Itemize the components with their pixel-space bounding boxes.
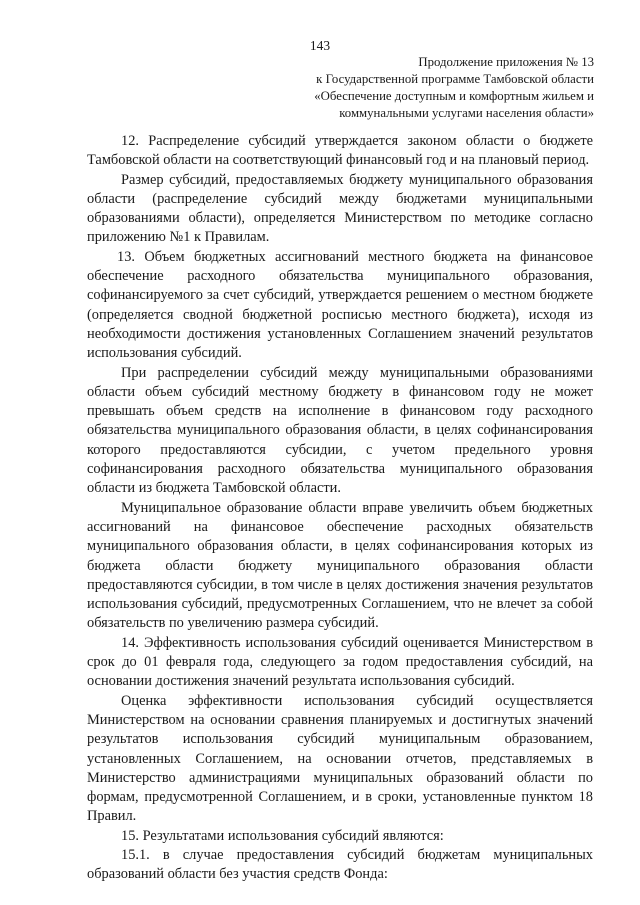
paragraph: 15.1. в случае предоставления субсидий бюджетам муниципальных образований области без участия средств Фонда: — [87, 846, 593, 883]
header-line: «Обеспечение доступным и комфортным жильем и — [314, 89, 594, 103]
header-line: к Государственной программе Тамбовской области — [316, 72, 594, 86]
page-number: 143 — [309, 38, 331, 53]
appendix-header — [214, 54, 594, 122]
paragraph: 15. Результатами использования субсидий являются: — [121, 827, 444, 844]
paragraph: Размер субсидий, предоставляемых бюджету муниципального образования области (распределение субсидий между бюджетами муниципальными образованиями области), определяется Министерством по методике согласно приложению №1 к Правилам. — [87, 171, 593, 246]
document-body — [87, 132, 593, 885]
paragraph: Оценка эффективности использования субсидий осуществляется Министерством на основании сравнения планируемых и достигнутых значений результатов использования субсидий муниципальным образованием, установленных Соглашением, на основании отчетов, представляемых в Министерство администрациями муниципальных образований области по формам, предусмотренной Соглашением, и в сроки, установленные пунктом 18 Правил. — [87, 692, 593, 825]
paragraph: Муниципальное образование области вправе увеличить объем бюджетных ассигнований на финансовое обеспечение расходных обязательств муниципального образования области, в целях софинансирования которых из бюджета области бюджету муниципального образования области предоставляются субсидии, в том числе в целях достижения значения результатов использования субсидий, предусмотренных Соглашением, что не влечет за собой обязательств по увеличению размера субсидий. — [87, 499, 593, 632]
paragraph: При распределении субсидий между муниципальными образованиями области объем субсидий местному бюджету в финансовом году не может превышать объем средств на исполнение в финансовом году расходного обязательства муниципального образования области, в целях софинансирования которого предоставляются субсидии, с учетом предельного уровня софинансирования расходного обязательства муниципального образования области из бюджета Тамбовской области. — [87, 364, 593, 497]
header-line: Продолжение приложения № 13 — [418, 55, 594, 69]
header-line: коммунальными услугами населения области» — [339, 106, 594, 120]
paragraph: 13. Объем бюджетных ассигнований местного бюджета на финансовое обеспечение расходного обязательства муниципального образования, софинансируемого за счет субсидий, утверждается решением о местном бюджете (определяется сводной бюджетной росписью местного бюджета), исходя из необходимости достижения установленных Соглашением значений результатов использования субсидий. — [87, 248, 593, 362]
paragraph: 12. Распределение субсидий утверждается законом области о бюджете Тамбовской области на соответствующий финансовый год и на плановый период. — [87, 133, 593, 169]
paragraph: 14. Эффективность использования субсидий оценивается Министерством в срок до 01 февраля года, следующего за годом предоставления субсидий, на основании достижения значений результата использования субсидий. — [87, 634, 593, 690]
